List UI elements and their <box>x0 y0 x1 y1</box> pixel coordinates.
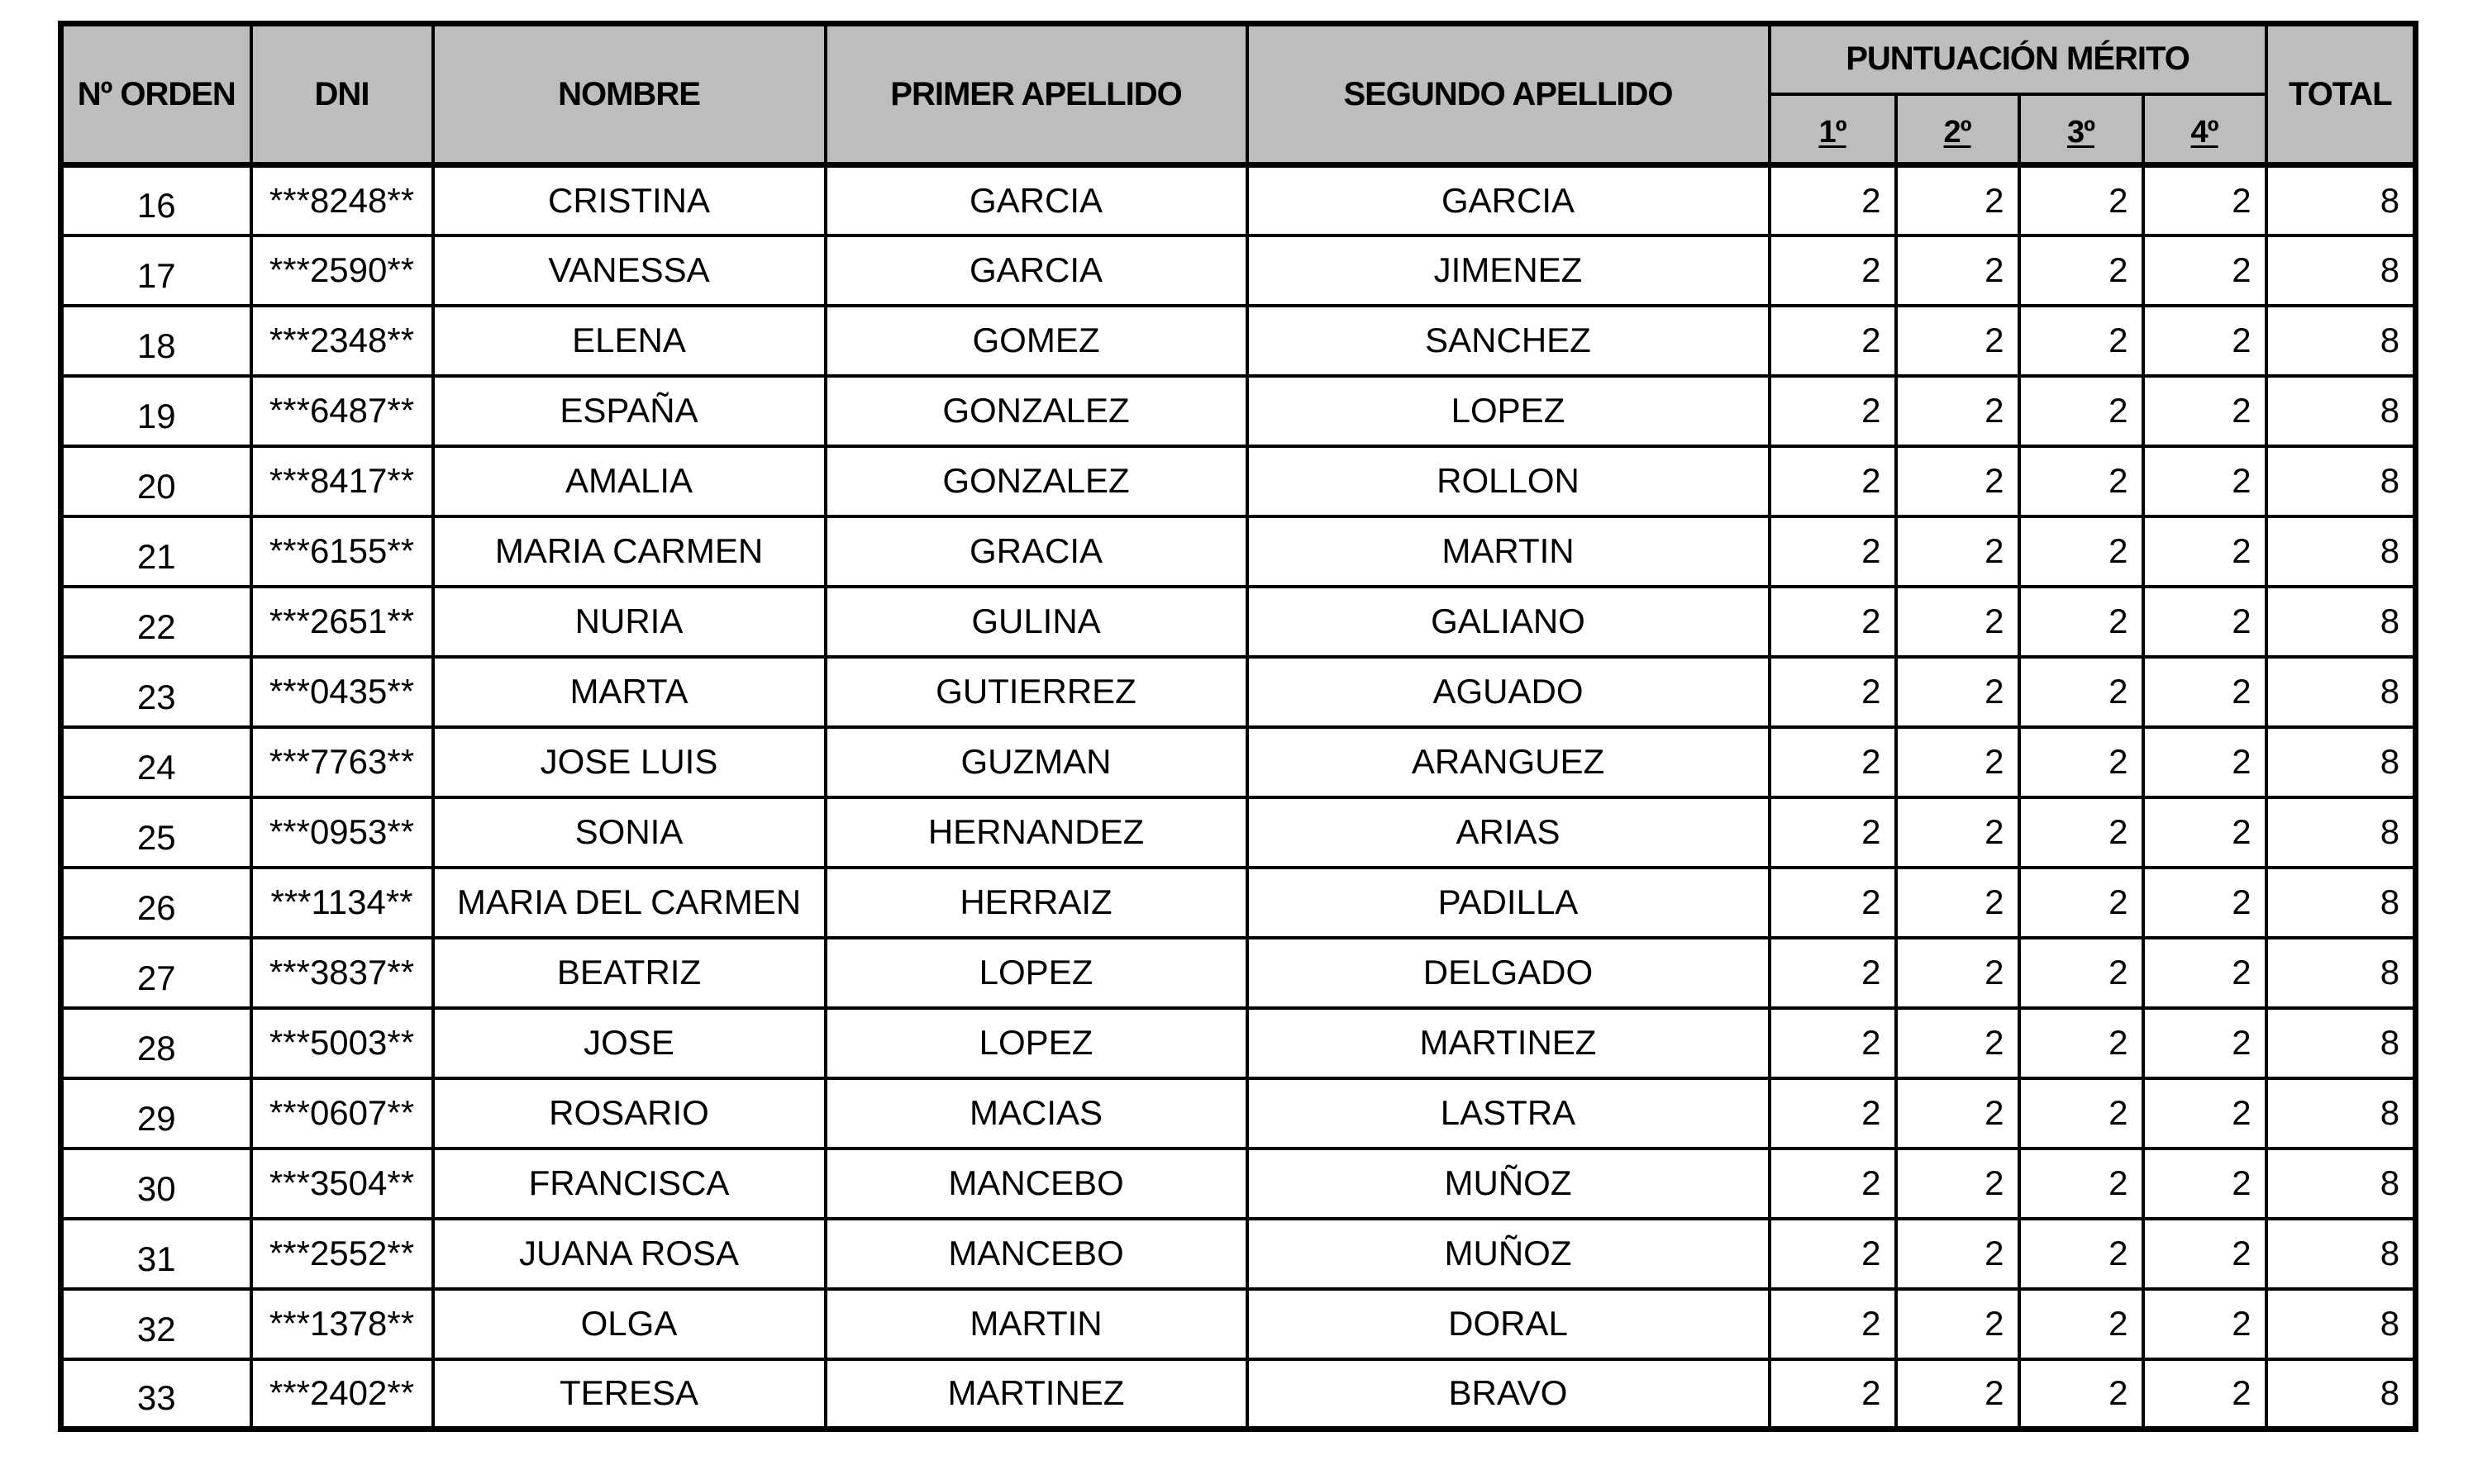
cell-nombre: OLGA <box>433 1289 826 1359</box>
table-row <box>61 1149 2416 1219</box>
cell-merito-3: 2 <box>2019 1149 2143 1219</box>
cell-merito-4: 2 <box>2143 1219 2266 1289</box>
table-row <box>61 1078 2416 1149</box>
cell-orden: 27 <box>61 938 251 1008</box>
cell-merito-1: 2 <box>1770 1359 1896 1429</box>
cell-merito-3: 2 <box>2019 1008 2143 1078</box>
cell-merito-4: 2 <box>2143 797 2266 868</box>
table-row <box>61 516 2416 587</box>
cell-total: 8 <box>2266 446 2416 516</box>
cell-segundo-apellido: ARANGUEZ <box>1247 727 1770 797</box>
cell-orden: 30 <box>61 1149 251 1219</box>
cell-merito-1: 2 <box>1770 306 1896 376</box>
cell-nombre: JOSE <box>433 1008 826 1078</box>
cell-primer-apellido: MARTINEZ <box>826 1359 1247 1429</box>
cell-segundo-apellido: AGUADO <box>1247 657 1770 727</box>
cell-total: 8 <box>2266 516 2416 587</box>
cell-nombre: FRANCISCA <box>433 1149 826 1219</box>
cell-primer-apellido: MANCEBO <box>826 1219 1247 1289</box>
table-row <box>61 797 2416 868</box>
cell-merito-3: 2 <box>2019 1289 2143 1359</box>
cell-merito-4: 2 <box>2143 1008 2266 1078</box>
header-total: TOTAL <box>2266 24 2416 165</box>
cell-dni: ***0435** <box>251 657 433 727</box>
header-merito-4-label: 4º <box>2190 115 2218 150</box>
cell-total: 8 <box>2266 938 2416 1008</box>
table-row <box>61 1219 2416 1289</box>
cell-dni: ***0607** <box>251 1078 433 1149</box>
cell-primer-apellido: GUZMAN <box>826 727 1247 797</box>
cell-nombre: NURIA <box>433 587 826 657</box>
cell-merito-2: 2 <box>1896 587 2019 657</box>
cell-primer-apellido: GONZALEZ <box>826 376 1247 446</box>
header-merito-1-label: 1º <box>1818 115 1846 150</box>
cell-orden: 16 <box>61 165 251 235</box>
cell-primer-apellido: HERNANDEZ <box>826 797 1247 868</box>
cell-dni: ***0953** <box>251 797 433 868</box>
cell-merito-4: 2 <box>2143 1359 2266 1429</box>
cell-primer-apellido: HERRAIZ <box>826 868 1247 938</box>
cell-merito-4: 2 <box>2143 587 2266 657</box>
cell-dni: ***2552** <box>251 1219 433 1289</box>
cell-merito-4: 2 <box>2143 1289 2266 1359</box>
cell-merito-4: 2 <box>2143 235 2266 306</box>
table-row <box>61 727 2416 797</box>
cell-merito-2: 2 <box>1896 1149 2019 1219</box>
cell-orden: 31 <box>61 1219 251 1289</box>
cell-merito-2: 2 <box>1896 1008 2019 1078</box>
header-merito-4 <box>2143 94 2266 165</box>
cell-orden: 21 <box>61 516 251 587</box>
cell-primer-apellido: GUTIERREZ <box>826 657 1247 727</box>
cell-primer-apellido: LOPEZ <box>826 938 1247 1008</box>
cell-total: 8 <box>2266 1289 2416 1359</box>
table-body <box>61 165 2416 1429</box>
cell-primer-apellido: GRACIA <box>826 516 1247 587</box>
cell-merito-1: 2 <box>1770 868 1896 938</box>
header-dni: DNI <box>251 24 433 165</box>
cell-total: 8 <box>2266 306 2416 376</box>
cell-merito-4: 2 <box>2143 657 2266 727</box>
cell-orden: 33 <box>61 1359 251 1429</box>
cell-merito-3: 2 <box>2019 797 2143 868</box>
table-header <box>61 24 2416 165</box>
cell-orden: 19 <box>61 376 251 446</box>
cell-orden: 18 <box>61 306 251 376</box>
table-row <box>61 1359 2416 1429</box>
cell-merito-3: 2 <box>2019 1078 2143 1149</box>
cell-merito-2: 2 <box>1896 165 2019 235</box>
cell-dni: ***8417** <box>251 446 433 516</box>
cell-merito-4: 2 <box>2143 1078 2266 1149</box>
cell-segundo-apellido: LASTRA <box>1247 1078 1770 1149</box>
cell-total: 8 <box>2266 165 2416 235</box>
cell-segundo-apellido: MUÑOZ <box>1247 1149 1770 1219</box>
cell-dni: ***7763** <box>251 727 433 797</box>
cell-merito-1: 2 <box>1770 165 1896 235</box>
header-primer-apellido: PRIMER APELLIDO <box>826 24 1247 165</box>
table-row <box>61 587 2416 657</box>
cell-merito-4: 2 <box>2143 938 2266 1008</box>
cell-total: 8 <box>2266 727 2416 797</box>
cell-total: 8 <box>2266 1149 2416 1219</box>
header-row-main <box>61 24 2416 94</box>
cell-primer-apellido: GARCIA <box>826 165 1247 235</box>
cell-primer-apellido: GULINA <box>826 587 1247 657</box>
cell-segundo-apellido: SANCHEZ <box>1247 306 1770 376</box>
merit-ranking-table <box>58 21 2418 1432</box>
cell-merito-2: 2 <box>1896 657 2019 727</box>
table-row <box>61 1008 2416 1078</box>
cell-merito-1: 2 <box>1770 376 1896 446</box>
cell-total: 8 <box>2266 235 2416 306</box>
cell-total: 8 <box>2266 657 2416 727</box>
cell-segundo-apellido: LOPEZ <box>1247 376 1770 446</box>
cell-nombre: JOSE LUIS <box>433 727 826 797</box>
table-row <box>61 657 2416 727</box>
header-merito-2 <box>1896 94 2019 165</box>
cell-merito-3: 2 <box>2019 306 2143 376</box>
cell-merito-1: 2 <box>1770 1149 1896 1219</box>
cell-merito-3: 2 <box>2019 165 2143 235</box>
cell-segundo-apellido: DORAL <box>1247 1289 1770 1359</box>
cell-primer-apellido: MANCEBO <box>826 1149 1247 1219</box>
cell-primer-apellido: LOPEZ <box>826 1008 1247 1078</box>
cell-segundo-apellido: MARTIN <box>1247 516 1770 587</box>
cell-merito-3: 2 <box>2019 657 2143 727</box>
cell-merito-1: 2 <box>1770 1289 1896 1359</box>
cell-nombre: SONIA <box>433 797 826 868</box>
cell-segundo-apellido: DELGADO <box>1247 938 1770 1008</box>
cell-merito-4: 2 <box>2143 446 2266 516</box>
cell-segundo-apellido: ARIAS <box>1247 797 1770 868</box>
cell-merito-1: 2 <box>1770 587 1896 657</box>
cell-merito-4: 2 <box>2143 868 2266 938</box>
cell-merito-1: 2 <box>1770 938 1896 1008</box>
cell-merito-1: 2 <box>1770 235 1896 306</box>
cell-total: 8 <box>2266 587 2416 657</box>
cell-merito-4: 2 <box>2143 516 2266 587</box>
header-merito-3-label: 3º <box>2066 115 2094 150</box>
cell-segundo-apellido: MUÑOZ <box>1247 1219 1770 1289</box>
table-row <box>61 938 2416 1008</box>
header-puntuacion-merito-group: PUNTUACIÓN MÉRITO <box>1770 24 2266 94</box>
cell-dni: ***6155** <box>251 516 433 587</box>
cell-orden: 23 <box>61 657 251 727</box>
cell-nombre: JUANA ROSA <box>433 1219 826 1289</box>
cell-total: 8 <box>2266 868 2416 938</box>
cell-merito-2: 2 <box>1896 1219 2019 1289</box>
cell-merito-3: 2 <box>2019 516 2143 587</box>
cell-segundo-apellido: BRAVO <box>1247 1359 1770 1429</box>
cell-nombre: ELENA <box>433 306 826 376</box>
header-merito-2-label: 2º <box>1943 115 1971 150</box>
cell-orden: 28 <box>61 1008 251 1078</box>
cell-nombre: ROSARIO <box>433 1078 826 1149</box>
cell-primer-apellido: MACIAS <box>826 1078 1247 1149</box>
cell-primer-apellido: GONZALEZ <box>826 446 1247 516</box>
cell-segundo-apellido: PADILLA <box>1247 868 1770 938</box>
cell-merito-1: 2 <box>1770 657 1896 727</box>
cell-primer-apellido: MARTIN <box>826 1289 1247 1359</box>
cell-merito-1: 2 <box>1770 1078 1896 1149</box>
cell-merito-1: 2 <box>1770 446 1896 516</box>
cell-dni: ***3504** <box>251 1149 433 1219</box>
cell-dni: ***8248** <box>251 165 433 235</box>
cell-merito-1: 2 <box>1770 516 1896 587</box>
table-row <box>61 868 2416 938</box>
cell-merito-3: 2 <box>2019 376 2143 446</box>
cell-merito-3: 2 <box>2019 868 2143 938</box>
cell-total: 8 <box>2266 797 2416 868</box>
cell-nombre: VANESSA <box>433 235 826 306</box>
cell-total: 8 <box>2266 376 2416 446</box>
cell-total: 8 <box>2266 1359 2416 1429</box>
cell-nombre: CRISTINA <box>433 165 826 235</box>
cell-primer-apellido: GARCIA <box>826 235 1247 306</box>
cell-orden: 29 <box>61 1078 251 1149</box>
cell-orden: 22 <box>61 587 251 657</box>
cell-merito-3: 2 <box>2019 1359 2143 1429</box>
cell-nombre: AMALIA <box>433 446 826 516</box>
header-segundo-apellido: SEGUNDO APELLIDO <box>1247 24 1770 165</box>
cell-merito-3: 2 <box>2019 446 2143 516</box>
cell-dni: ***2402** <box>251 1359 433 1429</box>
cell-nombre: MARTA <box>433 657 826 727</box>
cell-nombre: MARIA DEL CARMEN <box>433 868 826 938</box>
cell-merito-2: 2 <box>1896 1078 2019 1149</box>
cell-segundo-apellido: JIMENEZ <box>1247 235 1770 306</box>
cell-merito-3: 2 <box>2019 1219 2143 1289</box>
cell-orden: 25 <box>61 797 251 868</box>
cell-dni: ***2651** <box>251 587 433 657</box>
cell-dni: ***1134** <box>251 868 433 938</box>
cell-merito-4: 2 <box>2143 727 2266 797</box>
cell-primer-apellido: GOMEZ <box>826 306 1247 376</box>
cell-total: 8 <box>2266 1078 2416 1149</box>
cell-segundo-apellido: ROLLON <box>1247 446 1770 516</box>
cell-merito-4: 2 <box>2143 165 2266 235</box>
cell-orden: 20 <box>61 446 251 516</box>
table-row <box>61 376 2416 446</box>
cell-merito-2: 2 <box>1896 1289 2019 1359</box>
cell-orden: 24 <box>61 727 251 797</box>
cell-total: 8 <box>2266 1219 2416 1289</box>
cell-nombre: TERESA <box>433 1359 826 1429</box>
cell-dni: ***6487** <box>251 376 433 446</box>
cell-merito-2: 2 <box>1896 516 2019 587</box>
cell-orden: 32 <box>61 1289 251 1359</box>
cell-nombre: BEATRIZ <box>433 938 826 1008</box>
cell-merito-1: 2 <box>1770 797 1896 868</box>
cell-merito-2: 2 <box>1896 938 2019 1008</box>
cell-merito-2: 2 <box>1896 446 2019 516</box>
cell-merito-4: 2 <box>2143 306 2266 376</box>
cell-segundo-apellido: GALIANO <box>1247 587 1770 657</box>
cell-dni: ***2590** <box>251 235 433 306</box>
cell-merito-1: 2 <box>1770 1219 1896 1289</box>
cell-merito-2: 2 <box>1896 376 2019 446</box>
cell-merito-3: 2 <box>2019 235 2143 306</box>
table-row <box>61 1289 2416 1359</box>
cell-total: 8 <box>2266 1008 2416 1078</box>
cell-merito-1: 2 <box>1770 727 1896 797</box>
cell-merito-2: 2 <box>1896 797 2019 868</box>
cell-segundo-apellido: MARTINEZ <box>1247 1008 1770 1078</box>
table-row <box>61 446 2416 516</box>
cell-orden: 26 <box>61 868 251 938</box>
table-row <box>61 306 2416 376</box>
header-orden: Nº ORDEN <box>61 24 251 165</box>
cell-merito-4: 2 <box>2143 1149 2266 1219</box>
cell-merito-2: 2 <box>1896 727 2019 797</box>
cell-merito-3: 2 <box>2019 727 2143 797</box>
cell-dni: ***3837** <box>251 938 433 1008</box>
header-merito-1 <box>1770 94 1896 165</box>
cell-merito-2: 2 <box>1896 868 2019 938</box>
cell-dni: ***1378** <box>251 1289 433 1359</box>
header-nombre: NOMBRE <box>433 24 826 165</box>
cell-merito-2: 2 <box>1896 1359 2019 1429</box>
cell-merito-4: 2 <box>2143 376 2266 446</box>
cell-merito-3: 2 <box>2019 587 2143 657</box>
cell-merito-2: 2 <box>1896 235 2019 306</box>
cell-nombre: MARIA CARMEN <box>433 516 826 587</box>
cell-segundo-apellido: GARCIA <box>1247 165 1770 235</box>
cell-merito-1: 2 <box>1770 1008 1896 1078</box>
cell-merito-3: 2 <box>2019 938 2143 1008</box>
cell-dni: ***5003** <box>251 1008 433 1078</box>
cell-merito-2: 2 <box>1896 306 2019 376</box>
cell-dni: ***2348** <box>251 306 433 376</box>
cell-orden: 17 <box>61 235 251 306</box>
table-row <box>61 165 2416 235</box>
table-row <box>61 235 2416 306</box>
header-merito-3 <box>2019 94 2143 165</box>
cell-nombre: ESPAÑA <box>433 376 826 446</box>
